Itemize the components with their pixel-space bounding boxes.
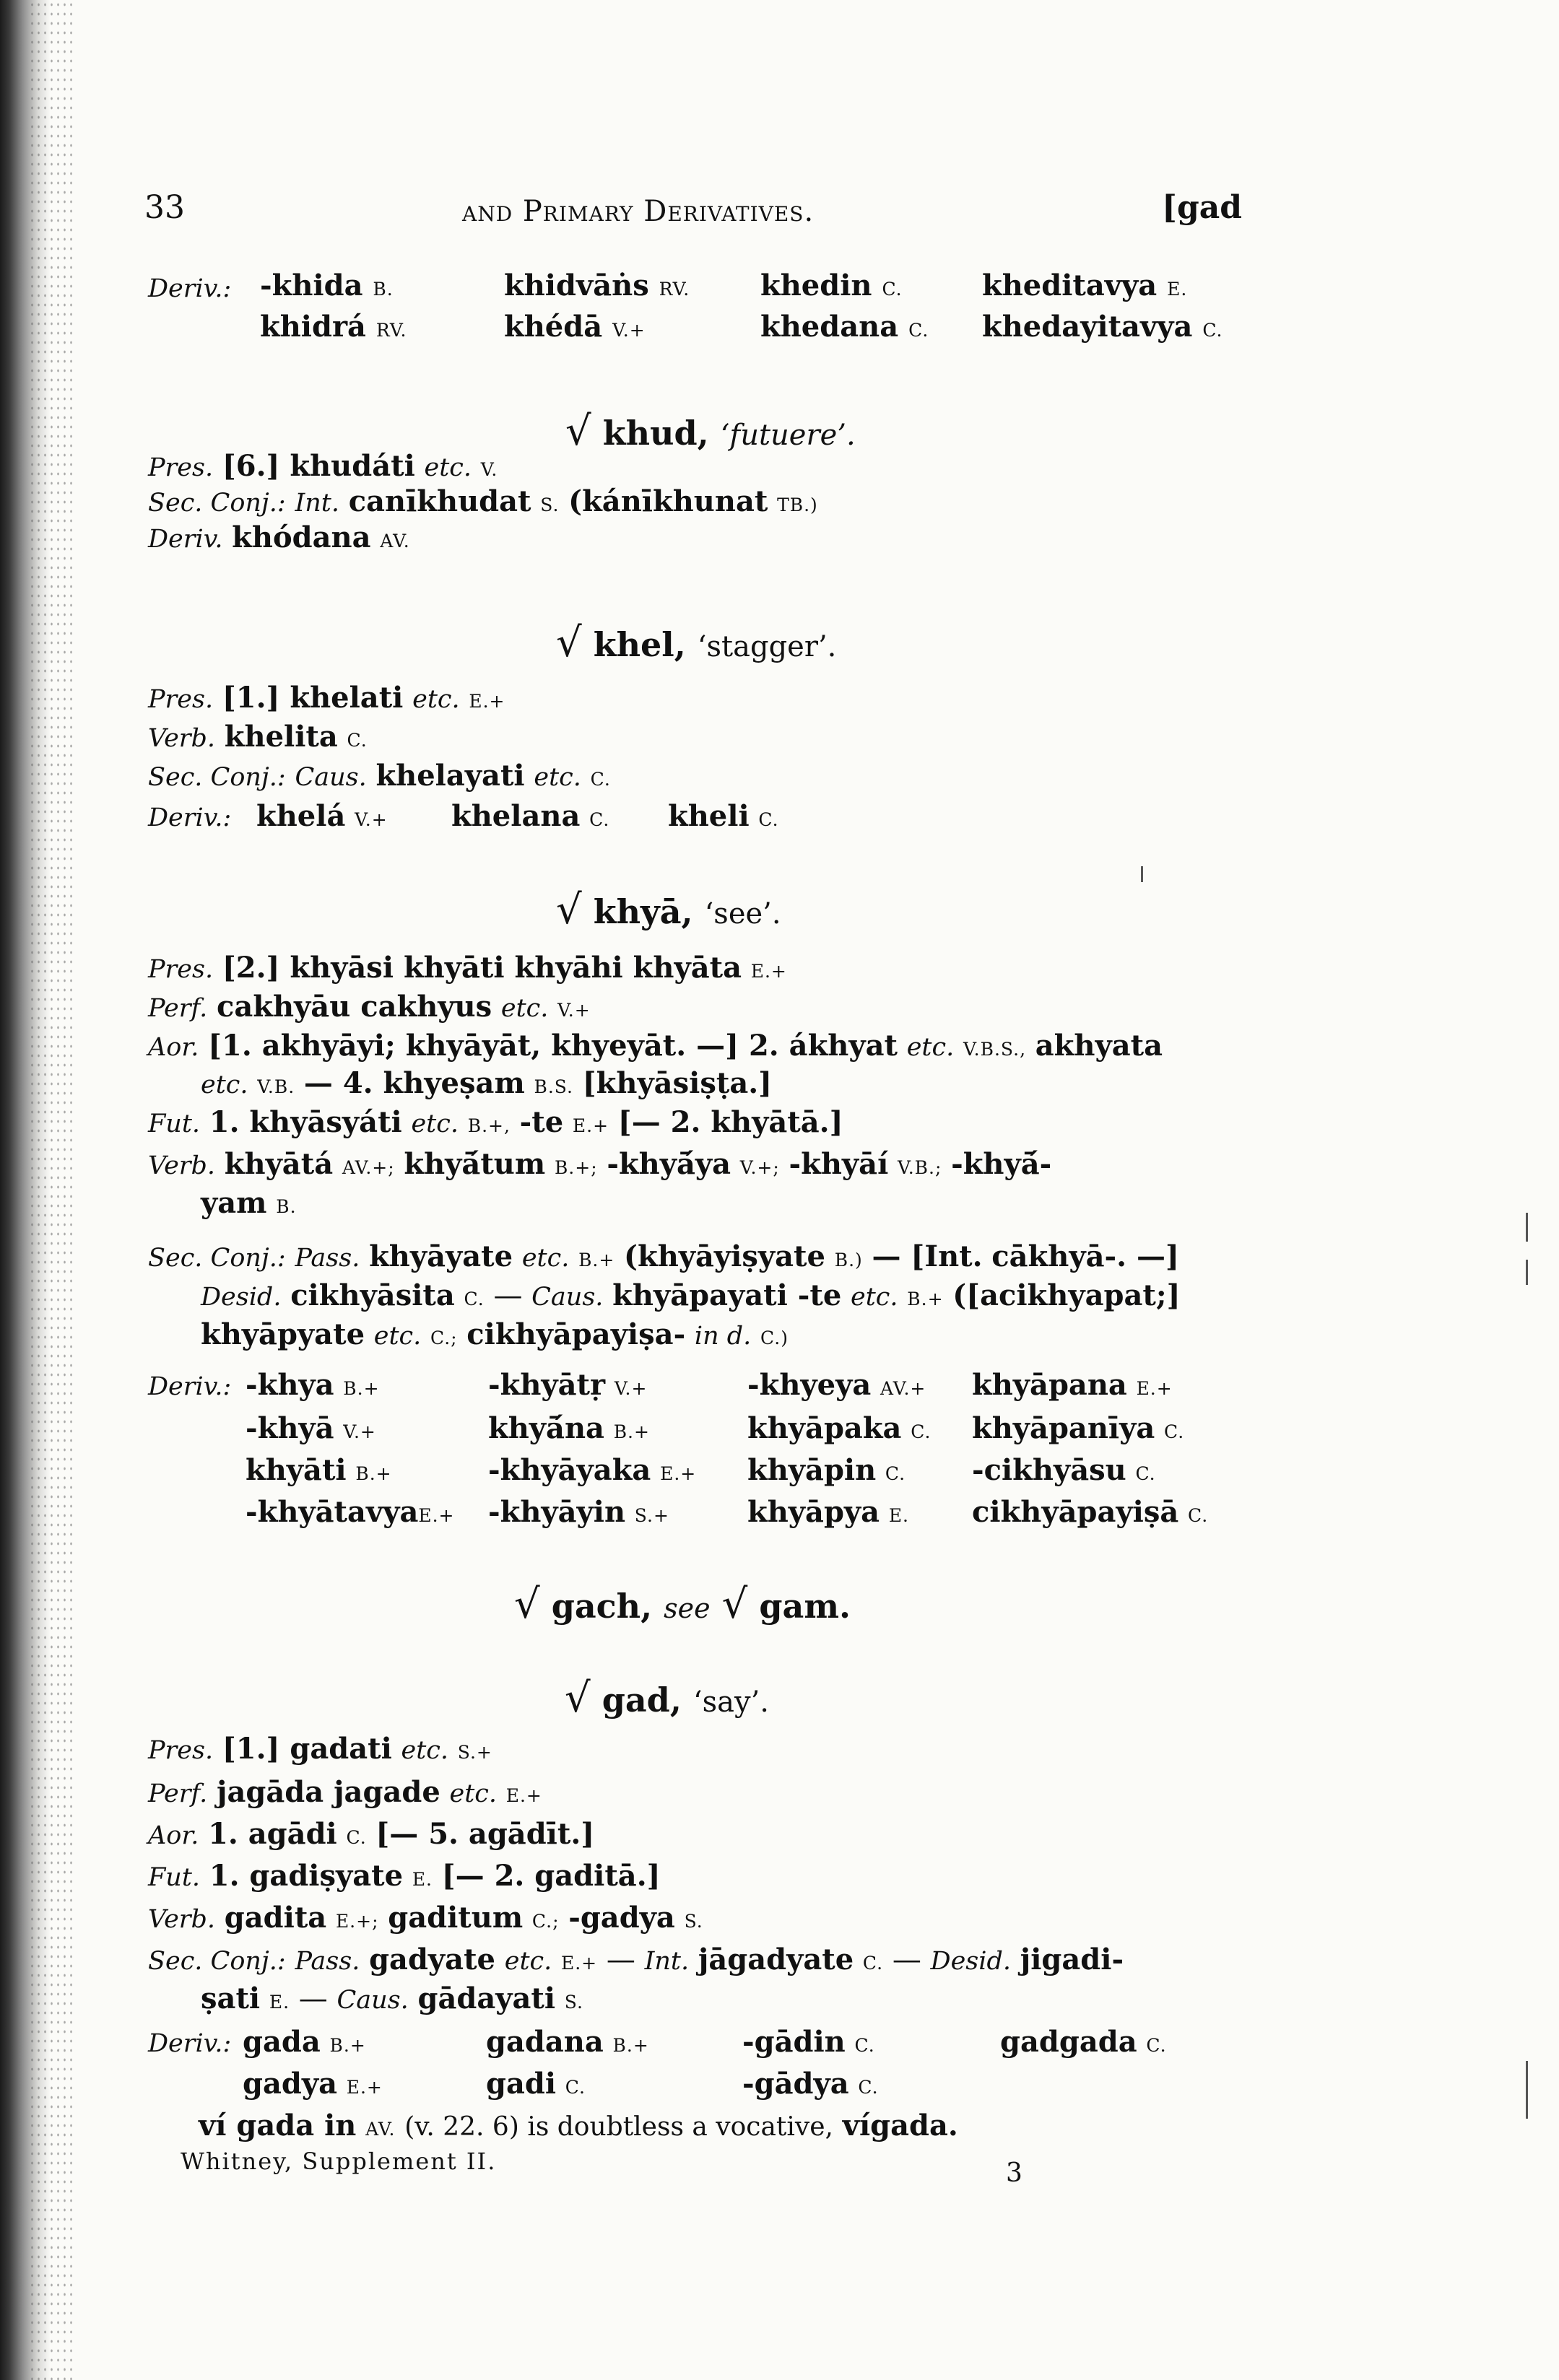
khid-deriv-cell: khédā V.+ (504, 310, 646, 344)
root-sign-icon: √ (565, 1675, 591, 1722)
gad-secconj-line-2: ṣati E. — Caus. gādayati S. (201, 1982, 583, 2015)
khel-verb-line: Verb. khelita C. (148, 720, 368, 754)
gad-deriv-cell: gadana B.+ (486, 2025, 649, 2059)
khid-deriv-cell: khidvāṅs RV. (504, 269, 690, 302)
khel-deriv-label: Deriv.: (148, 803, 232, 832)
gad-deriv-cell: gada B.+ (243, 2025, 366, 2059)
khid-deriv-cell: khidrá RV. (260, 310, 407, 344)
gad-deriv-cell: -gādya C. (742, 2067, 879, 2101)
root-sign-icon: √ (721, 1581, 748, 1628)
gad-deriv-cell: gadi C. (486, 2067, 586, 2101)
gad-perf-line: Perf. jagāda jagade etc. E.+ (148, 1775, 542, 1809)
khud-secconj-line: Sec. Conj.: Int. canīkhudat S. (kánīkhunat TB.) (148, 484, 818, 518)
root-sign-icon: √ (556, 886, 582, 933)
khya-deriv-cell: khyāpaka C. (747, 1411, 932, 1445)
khel-secconj-line: Sec. Conj.: Caus. khelayati etc. C. (148, 759, 611, 793)
gad-secconj-line: Sec. Conj.: Pass. gadyate etc. E.+ — Int. jāgadyate C. — Desid. jigadi- (148, 1943, 1124, 1976)
khya-deriv-cell: khyāpanīya C. (972, 1411, 1185, 1445)
khid-deriv-cell: khedin C. (760, 269, 903, 302)
khya-deriv-cell: -khyeya AV.+ (747, 1368, 926, 1402)
gad-deriv-cell: gadya E.+ (243, 2067, 383, 2101)
scan-mark (1141, 866, 1143, 882)
gad-aor-line: Aor. 1. agādi C. [— 5. agādīt.] (148, 1817, 595, 1851)
root-heading-khel: √ khel, ‘stagger’. (556, 619, 837, 666)
khya-deriv-cell: -khyā V.+ (246, 1411, 376, 1445)
khel-deriv-item: khelana C. (451, 799, 610, 833)
khya-deriv-cell: -khya B.+ (246, 1368, 380, 1402)
khya-aor-line-2: etc. V.B. — 4. khyeṣam B.S. [khyāsiṣṭa.] (201, 1066, 773, 1100)
khud-deriv-line: Deriv. khódana AV. (148, 520, 410, 554)
khya-deriv-cell: -cikhyāsu C. (972, 1453, 1156, 1487)
khya-deriv-cell: -khyāyaka E.+ (488, 1453, 697, 1487)
khya-verb-line-2: yam B. (201, 1186, 297, 1220)
khya-deriv-cell: khyāpin C. (747, 1453, 906, 1487)
running-head (144, 189, 1242, 232)
root-heading-gad: √ gad, ‘say’. (565, 1675, 769, 1722)
khid-deriv-label: Deriv.: (148, 274, 232, 303)
khya-deriv-label: Deriv.: (148, 1372, 232, 1401)
khid-deriv-cell: kheditavya E. (982, 269, 1188, 302)
gad-deriv-cell: -gādin C. (742, 2025, 875, 2059)
khya-secconj-line-2: Desid. cikhyāsita C. — Caus. khyāpayati -te etc. B.+ ([acikhyapat;] (201, 1278, 1181, 1312)
gad-pres-line: Pres. [1.] gadati etc. S.+ (148, 1732, 492, 1766)
footer-signature: Whitney, Supplement II. (181, 2148, 497, 2175)
khya-pres-line: Pres. [2.] khyāsi khyāti khyāhi khyāta E.+ (148, 951, 787, 985)
khya-deriv-cell: khyāpana E.+ (972, 1368, 1173, 1402)
root-sign-icon: √ (565, 408, 591, 455)
khid-deriv-cell: -khida B. (260, 269, 394, 302)
gad-fut-line: Fut. 1. gadiṣyate E. [— 2. gaditā.] (148, 1859, 661, 1893)
gad-deriv-label: Deriv.: (148, 2029, 232, 2058)
page-edge-specks (29, 0, 72, 2380)
root-sign-icon: √ (514, 1581, 540, 1628)
root-heading-khya: √ khyā, ‘see’. (556, 886, 781, 933)
root-heading-gach: √ gach, see √ gam. (514, 1581, 851, 1628)
khid-deriv-cell: khedana C. (760, 310, 929, 344)
khel-deriv-item: kheli C. (668, 799, 779, 833)
catchword: [gad (1162, 189, 1242, 226)
page-number: 33 (144, 189, 185, 226)
khya-fut-line: Fut. 1. khyāsyáti etc. B.+, -te E.+ [— 2. khyātā.] (148, 1105, 843, 1139)
gad-deriv-cell: gadgada C. (1000, 2025, 1167, 2059)
khya-deriv-cell: khyā́na B.+ (488, 1411, 650, 1445)
gad-note-line: ví gada in AV. (v. 22. 6) is doubtless a vocative, vígada. (199, 2109, 958, 2143)
khya-secconj-line: Sec. Conj.: Pass. khyāyate etc. B.+ (khyāyiṣyate B.) — [Int. cākhyā-. —] (148, 1239, 1179, 1273)
signature-mark: 3 (1006, 2158, 1022, 2188)
khya-deriv-cell: khyāti B.+ (246, 1453, 392, 1487)
khya-secconj-line-3: khyāpyate etc. C.; cikhyāpayiṣa- in d. C.) (201, 1317, 789, 1351)
khya-deriv-cell: -khyātavyaE.+ (246, 1495, 455, 1529)
khel-pres-line: Pres. [1.] khelati etc. E.+ (148, 681, 505, 715)
scan-mark (1526, 1260, 1528, 1285)
scan-mark (1526, 1213, 1528, 1242)
gad-verb-line: Verb. gadita E.+; gaditum C.; -gadya S. (148, 1901, 703, 1935)
khya-verb-line: Verb. khyātá AV.+; khyā́tum B.+; -khyā́ya V.+; -khyāí V.B.; -khyā́- (148, 1147, 1052, 1181)
running-title: and Primary Derivatives. (462, 195, 815, 228)
khel-deriv-item: khelá V.+ (256, 799, 388, 833)
root-sign-icon: √ (556, 619, 582, 666)
khud-pres-line: Pres. [6.] khudáti etc. V. (148, 449, 498, 483)
khya-deriv-cell: -khyāyin S.+ (488, 1495, 669, 1529)
root-heading-khud: √ khud, ‘futuere’. (565, 408, 856, 455)
khya-perf-line: Perf. cakhyāu cakhyus etc. V.+ (148, 990, 591, 1024)
khya-aor-line: Aor. [1. akhyāyi; khyāyāt, khyeyāt. —] 2. ákhyat etc. V.B.S., akhyata (148, 1029, 1163, 1063)
khya-deriv-cell: cikhyāpayiṣā C. (972, 1495, 1209, 1529)
khya-deriv-cell: -khyātṛ V.+ (488, 1368, 648, 1402)
scan-mark (1526, 2061, 1528, 2119)
khya-deriv-cell: khyāpya E. (747, 1495, 910, 1529)
khid-deriv-cell: khedayitavya C. (982, 310, 1223, 344)
